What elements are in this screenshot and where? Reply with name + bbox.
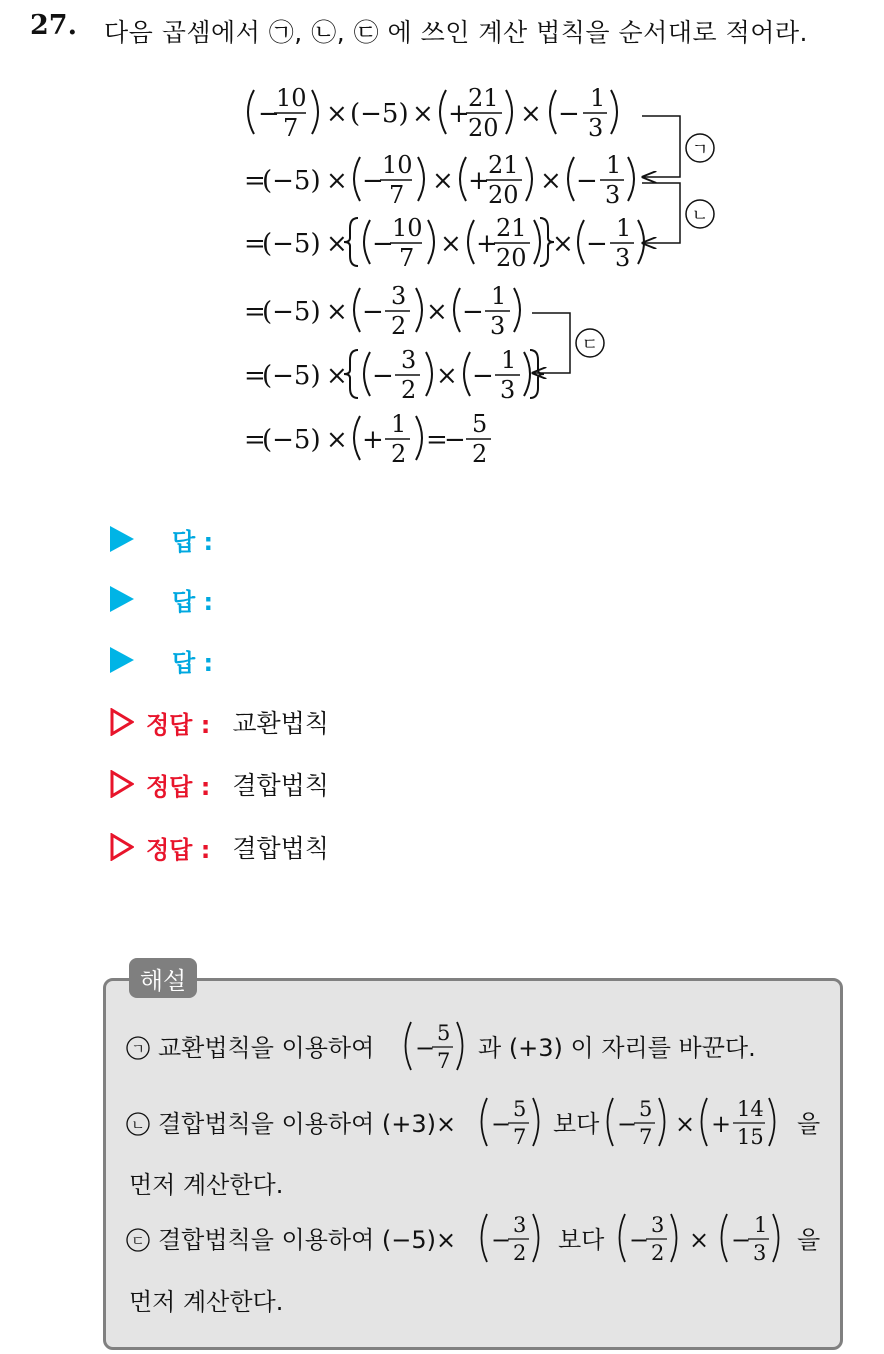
derivation-line-6 <box>244 410 491 468</box>
minus-sign: − <box>491 1226 512 1254</box>
denominator: 3 <box>753 1241 767 1265</box>
paren-open <box>620 1214 626 1262</box>
answer-key-row-1 <box>110 702 329 742</box>
equals-sign: = <box>244 166 266 196</box>
paren-close <box>769 1098 775 1146</box>
explanation-text: 교환법칙을 이용하여 <box>158 1034 375 1062</box>
minus-sign: − <box>629 1226 650 1254</box>
paren-open <box>608 1098 614 1146</box>
plus-sign: + <box>476 229 498 259</box>
times-sign: × <box>540 166 562 196</box>
paren-open <box>722 1214 728 1262</box>
plus-sign: + <box>448 99 470 129</box>
paren-open <box>354 157 360 201</box>
explanation-text: 결합법칙을 이용하여 (+3)× <box>158 1110 457 1138</box>
explanation-text: 을 <box>797 1110 821 1138</box>
paren-close <box>638 220 644 264</box>
denominator: 2 <box>391 440 407 468</box>
explanation-line-1 <box>127 1021 756 1073</box>
numerator: 5 <box>513 1097 527 1121</box>
times-sign: × <box>326 99 348 129</box>
denominator: 2 <box>401 376 417 404</box>
explanation-text: 을 <box>797 1226 821 1254</box>
explanation-text: 과 (+3) 이 자리를 바꾼다. <box>478 1034 756 1062</box>
denominator: 3 <box>588 114 604 142</box>
explanation-text: 보다 <box>553 1110 600 1138</box>
denominator: 7 <box>399 244 415 272</box>
paren-open <box>440 90 446 134</box>
paren-close <box>312 90 318 134</box>
times-sign: × <box>326 425 348 455</box>
times-sign: × <box>520 99 542 129</box>
numerator: 1 <box>606 151 622 179</box>
derivation-line-5 <box>244 346 544 404</box>
numerator: 3 <box>651 1213 665 1237</box>
paren-close <box>426 352 432 396</box>
paren-close <box>428 220 434 264</box>
paren-open <box>354 416 360 460</box>
denominator: 20 <box>488 181 519 209</box>
denominator: 3 <box>490 312 506 340</box>
minus-sign: − <box>362 166 384 196</box>
times-sign: × <box>432 166 454 196</box>
paren-close <box>506 90 512 134</box>
minus-sign: − <box>558 99 580 129</box>
neg-five: (−5) <box>262 166 321 196</box>
paren-open <box>578 220 584 264</box>
times-sign: × <box>440 229 462 259</box>
denominator: 7 <box>437 1049 451 1073</box>
answer-label: 답 : <box>172 587 214 616</box>
paren-open <box>482 1098 488 1146</box>
derivation-line-4 <box>244 282 520 340</box>
denominator: 7 <box>513 1125 527 1149</box>
paren-close <box>418 157 424 201</box>
denominator: 20 <box>468 114 499 142</box>
answer-key-value: 결합법칙 <box>232 771 329 800</box>
minus-sign: − <box>576 166 598 196</box>
denominator: 7 <box>639 1125 653 1149</box>
marker-c-glyph: ㄷ <box>131 1234 145 1250</box>
paren-open <box>364 352 370 396</box>
bracket-c <box>532 313 604 373</box>
paren-open <box>550 90 556 134</box>
answer-label: 답 : <box>172 648 214 677</box>
answer-key-value: 교환법칙 <box>232 709 329 738</box>
numerator: 10 <box>392 214 423 242</box>
numerator: 1 <box>754 1213 768 1237</box>
paren-open <box>248 90 254 134</box>
explanation-line-3: 먼저 계산한다. <box>129 1171 284 1199</box>
plus-sign: + <box>711 1110 732 1138</box>
outline-triangle-icon <box>110 833 134 861</box>
paren-close <box>524 352 530 396</box>
paren-close <box>416 288 422 332</box>
marker-a-glyph: ㄱ <box>691 140 709 160</box>
denominator: 20 <box>496 244 527 272</box>
paren-close <box>611 90 617 134</box>
numerator: 3 <box>513 1213 527 1237</box>
minus-sign: − <box>462 297 484 327</box>
neg-five: (−5) <box>262 425 321 455</box>
numerator: 5 <box>639 1097 653 1121</box>
numerator: 1 <box>501 346 517 374</box>
minus-sign: − <box>362 297 384 327</box>
times-sign: × <box>412 99 434 129</box>
denominator: 2 <box>651 1241 665 1265</box>
paren-close <box>457 1022 463 1070</box>
marker-c-glyph: ㄷ <box>581 335 599 355</box>
paren-close <box>416 416 422 460</box>
minus-sign: − <box>415 1034 436 1062</box>
derivation-line-1 <box>248 84 617 142</box>
denominator: 15 <box>737 1125 764 1149</box>
answer-row-2[interactable] <box>110 579 213 619</box>
explanation-tag: 해설 <box>129 958 197 998</box>
paren-close <box>773 1214 779 1262</box>
numerator: 21 <box>488 151 519 179</box>
filled-triangle-icon <box>110 647 134 673</box>
numerator: 14 <box>737 1097 764 1121</box>
marker-b-glyph: ㄴ <box>691 206 709 226</box>
equals-sign: = <box>426 425 448 455</box>
times-sign: × <box>675 1110 696 1138</box>
neg-five: (−5) <box>350 99 409 129</box>
times-sign: × <box>326 361 348 391</box>
denominator: 2 <box>472 440 488 468</box>
plus-sign: + <box>468 166 490 196</box>
paren-close <box>628 157 634 201</box>
paren-open <box>354 288 360 332</box>
paren-close <box>526 157 532 201</box>
minus-sign: − <box>491 1110 512 1138</box>
minus-sign: − <box>586 229 608 259</box>
numerator: 3 <box>401 346 417 374</box>
numerator: 3 <box>391 282 407 310</box>
paren-close <box>671 1214 677 1262</box>
times-sign: × <box>326 297 348 327</box>
paren-open <box>364 220 370 264</box>
times-sign: × <box>552 229 574 259</box>
answer-key-row-2 <box>110 764 329 804</box>
plus-sign: + <box>362 425 384 455</box>
paren-close <box>534 220 540 264</box>
minus-sign: − <box>731 1226 752 1254</box>
paren-close <box>659 1098 665 1146</box>
times-sign: × <box>326 166 348 196</box>
explanation-content <box>103 978 843 1350</box>
answer-row-3[interactable] <box>110 640 213 680</box>
paren-open <box>464 352 470 396</box>
paren-open <box>468 220 474 264</box>
times-sign: × <box>436 361 458 391</box>
paren-open <box>482 1214 488 1262</box>
minus-sign: − <box>258 99 280 129</box>
denominator: 3 <box>615 244 631 272</box>
numerator: 5 <box>437 1021 451 1045</box>
minus-sign: − <box>617 1110 638 1138</box>
answer-key-value: 결합법칙 <box>232 834 329 863</box>
math-derivation <box>240 80 740 480</box>
numerator: 21 <box>468 84 499 112</box>
numerator: 10 <box>276 84 307 112</box>
brace-close <box>530 350 544 398</box>
times-sign: × <box>689 1226 710 1254</box>
numerator: 1 <box>616 214 632 242</box>
question-number: 27. <box>30 10 77 41</box>
outline-triangle-icon <box>110 708 134 736</box>
paren-open <box>406 1022 412 1070</box>
filled-triangle-icon <box>110 526 134 552</box>
marker-b-glyph: ㄴ <box>131 1118 145 1134</box>
explanation-line-4 <box>127 1213 820 1265</box>
derivation-line-3 <box>244 214 644 272</box>
neg-five: (−5) <box>262 361 321 391</box>
denominator: 7 <box>283 114 299 142</box>
neg-five: (−5) <box>262 229 321 259</box>
minus-sign: − <box>372 361 394 391</box>
paren-close <box>533 1098 539 1146</box>
denominator: 3 <box>605 181 621 209</box>
explanation-line-5: 먼저 계산한다. <box>129 1288 284 1316</box>
bracket-a <box>642 116 714 177</box>
equals-sign: = <box>244 361 266 391</box>
denominator: 2 <box>513 1241 527 1265</box>
bracket-b <box>642 183 714 243</box>
minus-sign: − <box>372 229 394 259</box>
answer-key-row-3 <box>110 827 329 867</box>
paren-open <box>702 1098 708 1146</box>
explanation-line-2 <box>127 1097 820 1149</box>
explanation-text: 보다 <box>558 1226 605 1254</box>
paren-open <box>568 157 574 201</box>
answer-key-label: 정답 : <box>146 710 211 739</box>
times-sign: × <box>326 229 348 259</box>
filled-triangle-icon <box>110 586 134 612</box>
answer-row-1[interactable] <box>110 519 213 559</box>
equals-sign: = <box>244 425 266 455</box>
numerator: 10 <box>382 151 413 179</box>
numerator: 5 <box>472 410 488 438</box>
equals-sign: = <box>244 297 266 327</box>
denominator: 2 <box>391 312 407 340</box>
answer-key-label: 정답 : <box>146 772 211 801</box>
marker-a-glyph: ㄱ <box>131 1042 145 1058</box>
equals-sign: = <box>244 229 266 259</box>
denominator: 3 <box>500 376 516 404</box>
paren-close <box>514 288 520 332</box>
numerator: 1 <box>391 410 407 438</box>
neg-five: (−5) <box>262 297 321 327</box>
paren-open <box>460 157 466 201</box>
paren-open <box>454 288 460 332</box>
minus-sign: − <box>472 361 494 391</box>
outline-triangle-icon <box>110 770 134 798</box>
minus-sign: − <box>444 425 466 455</box>
derivation-svg <box>240 80 740 480</box>
numerator: 1 <box>491 282 507 310</box>
answer-key-label: 정답 : <box>146 835 211 864</box>
denominator: 7 <box>389 181 405 209</box>
question-text: 다음 곱셈에서 ㉠, ㉡, ㉢ 에 쓰인 계산 법칙을 순서대로 적어라. <box>104 18 808 47</box>
times-sign: × <box>426 297 448 327</box>
numerator: 1 <box>590 84 606 112</box>
derivation-line-2 <box>244 151 634 209</box>
numerator: 21 <box>496 214 527 242</box>
answer-label: 답 : <box>172 527 214 556</box>
explanation-text: 결합법칙을 이용하여 (−5)× <box>158 1226 457 1254</box>
paren-close <box>533 1214 539 1262</box>
